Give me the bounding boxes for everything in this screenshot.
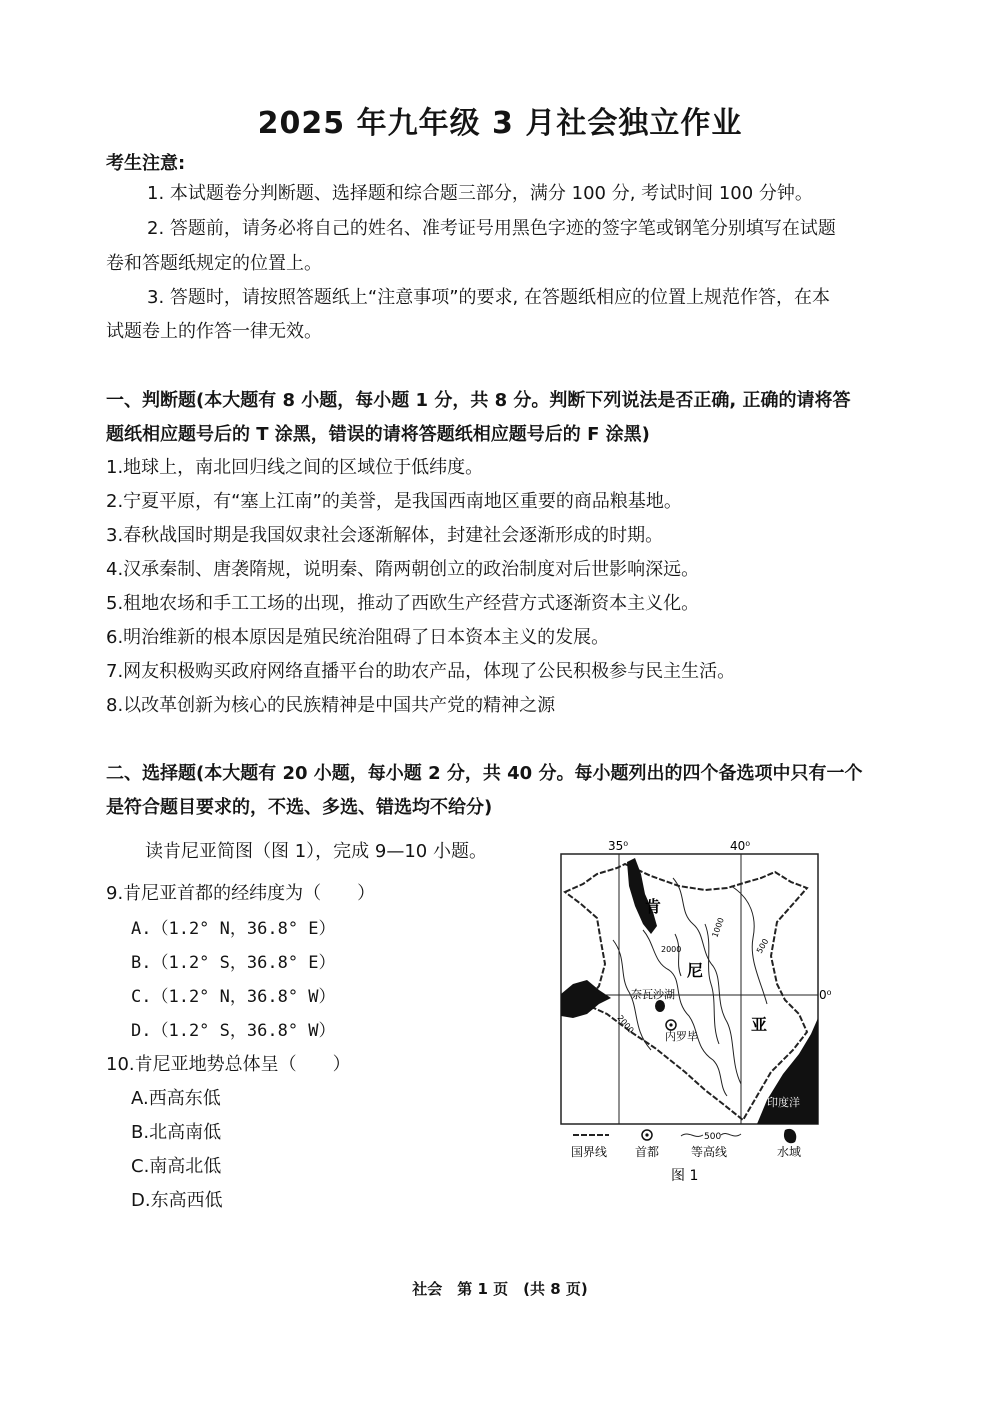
- contour-2000-label-2: 2000: [615, 1013, 636, 1035]
- judge-question-3: 3.春秋战国时期是我国奴隶社会逐渐解体，封建社会逐渐形成的时期。: [106, 525, 664, 546]
- contour-500-label: 500: [754, 937, 771, 955]
- judge-question-4: 4.汉承秦制、唐袭隋规，说明秦、隋两朝创立的政治制度对后世影响深远。: [106, 559, 700, 580]
- page-footer: 社会 第 1 页 (共 8 页): [412, 1280, 588, 1298]
- notice-line-3b: 试题卷上的作答一律无效。: [106, 321, 322, 342]
- lat-0-label: 0⁰: [819, 988, 832, 1002]
- kenya-map: [555, 834, 835, 1194]
- country-char-1: 肯: [645, 897, 662, 916]
- map-question-intro: 读肯尼亚简图（图 1），完成 9—10 小题。: [145, 841, 487, 862]
- legend-contour-symbol: [681, 1134, 703, 1136]
- map-caption: 图 1: [671, 1168, 699, 1184]
- question-10-stem: 10.肯尼亚地势总体呈（ ）: [106, 1054, 351, 1075]
- judge-question-1: 1.地球上，南北回归线之间的区域位于低纬度。: [106, 457, 484, 478]
- question-9-option-d: D.（1.2° S，36.8° W）: [131, 1021, 336, 1041]
- legend-capital-dot: [645, 1133, 648, 1136]
- judge-question-7: 7.网友积极购买政府网络直播平台的助农产品，体现了公民积极参与民主生活。: [106, 661, 736, 682]
- lon-35-label: 35⁰: [608, 839, 629, 853]
- question-10-option-a: A.西高东低: [131, 1088, 221, 1109]
- contour-1000-label: 1000: [710, 916, 726, 939]
- legend-contour-symbol-2: [721, 1134, 741, 1136]
- question-9-stem: 9.肯尼亚首都的经纬度为（ ）: [106, 883, 376, 904]
- question-9-option-b: B.（1.2° S，36.8° E）: [131, 953, 336, 973]
- capital-marker-dot: [669, 1023, 672, 1026]
- notice-line-2a: 2. 答题前，请务必将自己的姓名、准考证号用黑色字迹的签字笔或钢笔分别填写在试题: [147, 218, 836, 239]
- section1-heading-cont: 题纸相应题号后的 T 涂黑，错误的请将答题纸相应题号后的 F 涂黑): [106, 424, 650, 445]
- notice-line-3a: 3. 答题时，请按照答题纸上“注意事项”的要求, 在答题纸相应的位置上规范作答，在本: [147, 287, 830, 308]
- section2-heading-cont: 是符合题目要求的，不选、多选、错选均不给分): [106, 797, 493, 818]
- lake-naivasha: [655, 1000, 665, 1012]
- capital-label: 内罗毕: [665, 1030, 698, 1043]
- legend-border-label: 国界线: [571, 1145, 608, 1159]
- section1-heading: 一、判断题(本大题有 8 小题，每小题 1 分，共 8 分。判断下列说法是否正确, 正确的请将答: [106, 390, 851, 411]
- judge-question-6: 6.明治维新的根本原因是殖民统治阻碍了日本资本主义的发展。: [106, 627, 610, 648]
- section2-heading: 二、选择题(本大题有 20 小题，每小题 2 分，共 40 分。每小题列出的四个备选项中只有一个: [106, 763, 863, 784]
- country-char-3: 亚: [751, 1015, 768, 1034]
- question-10-option-c: C.南高北低: [131, 1156, 222, 1177]
- legend-contour-value: 500: [704, 1132, 722, 1142]
- country-char-2: 尼: [687, 961, 704, 980]
- lake-naivasha-label: 奈瓦沙湖: [631, 988, 675, 1001]
- question-10-option-b: B.北高南低: [131, 1122, 222, 1143]
- ocean-label: 印度洋: [767, 1096, 800, 1109]
- question-9-option-a: A.（1.2° N，36.8° E）: [131, 919, 336, 939]
- judge-question-8: 8.以改革创新为核心的民族精神是中国共产党的精神之源: [106, 695, 556, 716]
- judge-question-5: 5.租地农场和手工工场的出现，推动了西欧生产经营方式逐渐资本主义化。: [106, 593, 700, 614]
- question-9-option-c: C.（1.2° N，36.8° W）: [131, 987, 336, 1007]
- map-legend: [571, 1129, 801, 1159]
- legend-contour-label: 等高线: [691, 1145, 728, 1159]
- notice-heading: 考生注意:: [106, 153, 186, 174]
- judge-question-2: 2.宁夏平原，有“塞上江南”的美誉，是我国西南地区重要的商品粮基地。: [106, 491, 682, 512]
- notice-line-2b: 卷和答题纸规定的位置上。: [106, 253, 322, 274]
- contour-2000-label: 2000: [661, 945, 682, 954]
- notice-line-1: 1. 本试题卷分判断题、选择题和综合题三部分，满分 100 分, 考试时间 100 分钟。: [147, 183, 813, 204]
- question-10-option-d: D.东高西低: [131, 1190, 223, 1211]
- legend-water-label: 水域: [777, 1145, 802, 1159]
- legend-water-symbol: [784, 1129, 796, 1143]
- lon-40-label: 40⁰: [730, 839, 751, 853]
- legend-capital-label: 首都: [635, 1145, 660, 1159]
- page-title: 2025 年九年级 3 月社会独立作业: [257, 106, 743, 141]
